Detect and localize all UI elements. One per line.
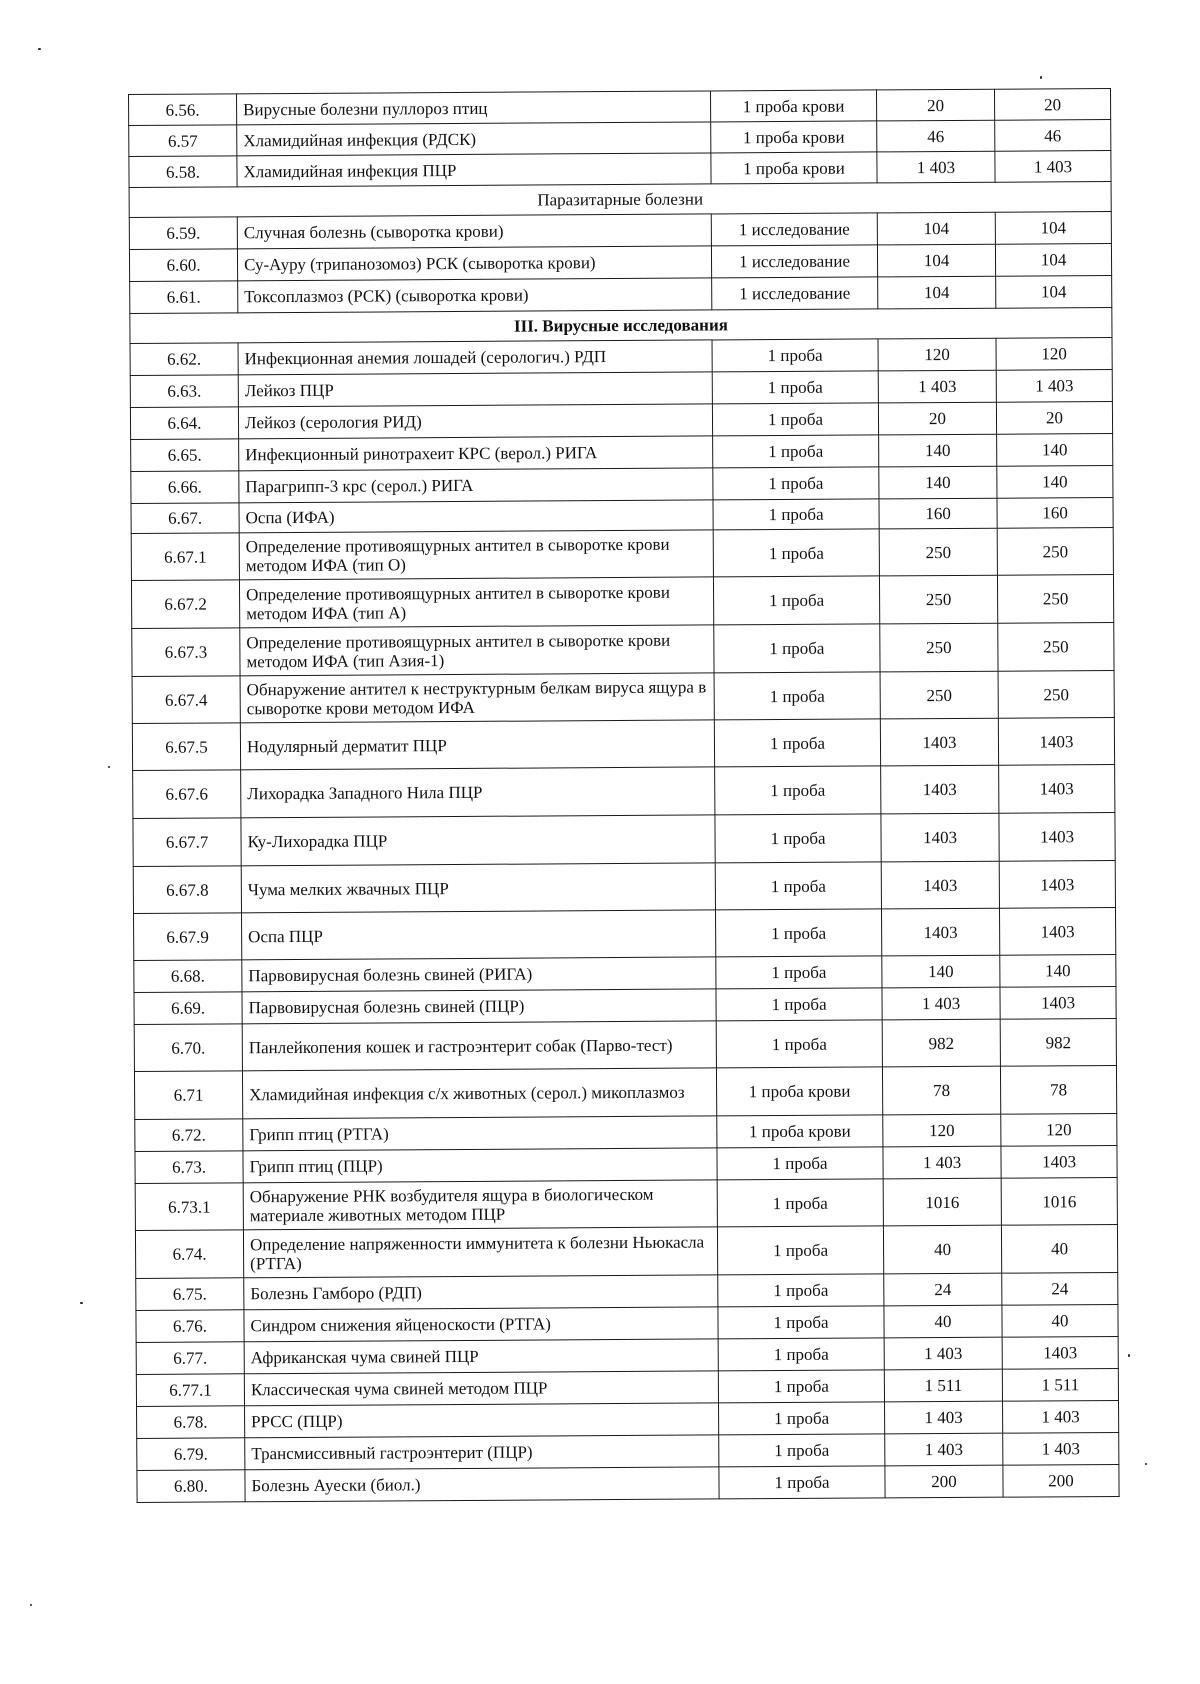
row-number: 6.73.1 <box>135 1183 243 1231</box>
row-price-1: 1 403 <box>884 1337 1002 1370</box>
row-number: 6.60. <box>129 249 237 282</box>
row-name: Инфекционный ринотрахеит КРС (верол.) РИГА <box>239 436 713 471</box>
row-unit: 1 проба крови <box>716 1067 882 1116</box>
row-number: 6.62. <box>130 343 238 376</box>
row-number: 6.67.3 <box>132 628 240 677</box>
scan-speck <box>38 48 41 50</box>
row-unit: 1 проба <box>712 403 878 436</box>
row-number: 6.66. <box>131 471 239 504</box>
row-number: 6.67.7 <box>133 818 241 867</box>
row-name: Хламидийная инфекция (РДСК) <box>237 122 711 156</box>
table-row <box>135 1224 1117 1278</box>
row-unit: 1 проба <box>716 956 882 989</box>
table-row <box>132 622 1114 676</box>
table-row <box>132 717 1114 770</box>
scan-speck <box>80 1302 83 1304</box>
row-name: Лихорадка Западного Нила ПЦР <box>241 767 715 818</box>
row-unit: 1 проба <box>718 1306 884 1339</box>
row-price-2: 1 403 <box>1003 1400 1119 1433</box>
row-unit: 1 проба <box>713 435 879 468</box>
row-price-2: 46 <box>995 119 1111 151</box>
row-name: Вирусные болезни пуллороз птиц <box>237 91 711 125</box>
row-name: Парвовирусная болезнь свиней (РИГА) <box>242 957 716 992</box>
row-price-2: 104 <box>995 243 1111 276</box>
row-name: Болезнь Гамборо (РДП) <box>244 1275 718 1310</box>
row-unit: 1 проба <box>719 1434 885 1467</box>
row-number: 6.80. <box>137 1470 245 1503</box>
row-name: Болезнь Ауески (биол.) <box>245 1467 719 1502</box>
row-name: Африканская чума свиней ПЦР <box>244 1339 718 1374</box>
row-price-1: 1 511 <box>884 1369 1002 1402</box>
row-unit: 1 проба <box>716 988 882 1021</box>
row-price-2: 20 <box>996 401 1112 434</box>
row-price-2: 200 <box>1003 1464 1119 1497</box>
row-price-1: 1403 <box>880 718 998 766</box>
row-name: Ку-Лихорадка ПЦР <box>241 815 715 866</box>
row-price-2: 1403 <box>1000 986 1116 1019</box>
row-price-2: 1 403 <box>995 150 1111 182</box>
row-name: Оспа (ИФА) <box>239 500 713 533</box>
row-name: Хламидийная инфекция ПЦР <box>237 153 711 187</box>
row-unit: 1 проба <box>718 1274 884 1307</box>
row-price-1: 40 <box>884 1305 1002 1338</box>
row-price-2: 1016 <box>1001 1177 1117 1225</box>
row-name: Синдром снижения яйценоскости (РТГА) <box>244 1307 718 1342</box>
row-name: Лейкоз ПЦР <box>238 372 712 407</box>
row-price-1: 78 <box>882 1066 1000 1115</box>
row-price-1: 140 <box>879 434 997 467</box>
row-price-1: 46 <box>877 120 995 152</box>
table-row <box>133 764 1115 818</box>
scan-speck <box>30 1604 32 1606</box>
row-unit: 1 проба <box>714 624 880 673</box>
row-price-2: 78 <box>1000 1065 1116 1114</box>
row-number: 6.63. <box>130 375 238 408</box>
row-price-1: 120 <box>883 1114 1001 1147</box>
row-price-2: 250 <box>997 574 1113 623</box>
row-price-1: 120 <box>878 338 996 371</box>
row-name: Случная болезнь (сыворотка крови) <box>237 214 711 249</box>
table-row <box>133 860 1115 913</box>
row-name: Оспа ПЦР <box>242 910 716 960</box>
row-unit: 1 проба <box>715 909 881 957</box>
row-price-1: 160 <box>879 498 997 529</box>
row-price-1: 1403 <box>881 861 999 909</box>
row-name: Трансмиссивный гастроэнтерит (ПЦР) <box>245 1435 719 1470</box>
row-name: Парагрипп-3 крс (серол.) РИГА <box>239 468 713 503</box>
row-number: 6.77. <box>136 1342 244 1375</box>
row-name: Обнаружение РНК возбудителя ящура в биологическом материале животных методом ПЦР <box>243 1180 717 1230</box>
row-price-1: 1403 <box>881 765 999 814</box>
row-name: Нодулярный дерматит ПЦР <box>240 720 714 770</box>
row-unit: 1 проба <box>717 1179 883 1227</box>
row-number: 6.67.9 <box>134 913 242 961</box>
row-price-2: 1403 <box>998 717 1114 765</box>
row-number: 6.75. <box>136 1278 244 1311</box>
row-price-2: 250 <box>997 527 1113 575</box>
row-price-1: 250 <box>880 671 998 719</box>
row-price-2: 20 <box>994 88 1110 120</box>
row-price-1: 140 <box>879 466 997 499</box>
row-number: 6.67.1 <box>131 533 239 581</box>
row-unit: 1 проба крови <box>711 121 877 153</box>
row-price-1: 1 403 <box>877 151 995 183</box>
row-unit: 1 проба <box>715 766 881 815</box>
row-price-2: 1403 <box>1001 1145 1117 1178</box>
row-price-2: 140 <box>1000 954 1116 987</box>
row-price-2: 1403 <box>999 764 1115 813</box>
row-unit: 1 проба <box>713 529 879 577</box>
row-price-1: 1 403 <box>885 1401 1003 1434</box>
row-unit: 1 проба <box>713 499 879 530</box>
row-price-2: 104 <box>995 211 1111 244</box>
row-name: Хламидийная инфекция с/х животных (серол.) микоплазмоз <box>242 1068 716 1119</box>
row-number: 6.67.8 <box>133 866 241 914</box>
row-name: Инфекционная анемия лошадей (серологич.) РДП <box>238 340 712 375</box>
row-price-1: 1403 <box>881 813 999 862</box>
table-row <box>137 1464 1119 1502</box>
row-name: Определение противоящурных антител в сыворотке крови методом ИФА (тип А) <box>239 577 713 628</box>
row-unit: 1 проба <box>715 862 881 910</box>
row-number: 6.78. <box>137 1406 245 1439</box>
row-price-2: 250 <box>998 670 1114 718</box>
table-row <box>131 574 1113 628</box>
scan-speck <box>1040 76 1042 79</box>
row-price-1: 140 <box>882 955 1000 988</box>
row-name: РРСС (ПЦР) <box>245 1403 719 1438</box>
row-price-1: 250 <box>880 623 998 672</box>
row-price-1: 40 <box>883 1225 1001 1274</box>
row-number: 6.65. <box>131 439 239 472</box>
row-name: Определение напряженности иммунитета к болезни Ньюкасла (РТГА) <box>243 1227 717 1278</box>
row-price-1: 20 <box>878 402 996 435</box>
row-unit: 1 проба <box>718 1370 884 1403</box>
row-number: 6.67.6 <box>133 770 241 819</box>
section-title: Паразитарные болезни <box>129 181 1111 217</box>
table-row <box>131 527 1113 580</box>
scan-speck <box>1128 1354 1130 1357</box>
row-price-1: 250 <box>879 575 997 624</box>
row-price-2: 160 <box>997 497 1113 528</box>
row-number: 6.67.4 <box>132 676 240 724</box>
row-unit: 1 проба <box>712 371 878 404</box>
row-unit: 1 проба <box>718 1338 884 1371</box>
row-price-2: 1403 <box>999 860 1115 908</box>
row-price-1: 1403 <box>881 908 999 956</box>
row-price-1: 250 <box>879 528 997 576</box>
row-price-2: 40 <box>1002 1304 1118 1337</box>
row-price-1: 104 <box>878 276 996 309</box>
row-name: Лейкоз (серология РИД) <box>238 404 712 439</box>
row-number: 6.67. <box>131 503 239 534</box>
table-row <box>135 1177 1117 1230</box>
row-number: 6.79. <box>137 1438 245 1471</box>
row-unit: 1 исследование <box>711 213 877 246</box>
table-row <box>134 1018 1116 1071</box>
row-name: Грипп птиц (ПЦР) <box>243 1148 717 1183</box>
row-name: Панлейкопения кошек и гастроэнтерит собак (Парво-тест) <box>242 1021 716 1071</box>
row-number: 6.72. <box>135 1119 243 1152</box>
row-price-2: 120 <box>1001 1113 1117 1146</box>
row-number: 6.56. <box>129 94 237 126</box>
row-unit: 1 проба <box>713 576 879 625</box>
row-price-2: 1403 <box>999 812 1115 861</box>
row-price-2: 24 <box>1002 1272 1118 1305</box>
row-price-1: 1 403 <box>878 370 996 403</box>
row-price-1: 1 403 <box>882 987 1000 1020</box>
section-title: III. Вирусные исследования <box>130 307 1112 343</box>
row-unit: 1 проба <box>714 672 880 720</box>
row-price-2: 1403 <box>1002 1336 1118 1369</box>
row-unit: 1 исследование <box>711 245 877 278</box>
row-number: 6.58. <box>129 156 237 188</box>
row-unit: 1 проба крови <box>711 152 877 184</box>
row-name: Определение противоящурных антител в сыворотке крови методом ИФА (тип О) <box>239 530 713 580</box>
row-price-2: 250 <box>998 622 1114 671</box>
row-price-1: 1 403 <box>885 1433 1003 1466</box>
table-row <box>132 670 1114 723</box>
row-unit: 1 проба <box>717 1147 883 1180</box>
row-price-1: 1 403 <box>883 1146 1001 1179</box>
row-name: Су-Ауру (трипанозомоз) РСК (сыворотка крови) <box>237 246 711 281</box>
row-price-2: 1 403 <box>996 369 1112 402</box>
row-name: Парвовирусная болезнь свиней (ПЦР) <box>242 989 716 1024</box>
row-number: 6.70. <box>134 1024 242 1072</box>
row-name: Определение противоящурных антител в сыворотке крови методом ИФА (тип Азия-1) <box>240 625 714 676</box>
row-price-2: 1 511 <box>1002 1368 1118 1401</box>
row-number: 6.73. <box>135 1151 243 1184</box>
price-table-body <box>129 88 1120 1502</box>
row-price-2: 1403 <box>999 907 1115 955</box>
row-number: 6.64. <box>130 407 238 440</box>
row-number: 6.74. <box>135 1230 243 1279</box>
row-unit: 1 проба <box>716 1020 882 1068</box>
row-name: Грипп птиц (РТГА) <box>243 1116 717 1151</box>
scan-speck <box>108 766 110 768</box>
row-number: 6.67.2 <box>131 580 239 629</box>
row-price-2: 982 <box>1000 1018 1116 1066</box>
row-number: 6.67.5 <box>132 723 240 771</box>
row-unit: 1 проба <box>712 339 878 372</box>
row-unit: 1 проба <box>715 814 881 863</box>
row-number: 6.61. <box>130 281 238 314</box>
row-price-1: 200 <box>885 1465 1003 1498</box>
row-number: 6.77.1 <box>136 1374 244 1407</box>
table-row <box>134 907 1116 960</box>
row-number: 6.71 <box>134 1071 242 1120</box>
row-unit: 1 проба крови <box>717 1115 883 1148</box>
row-name: Чума мелких жвачных ПЦР <box>241 863 715 913</box>
row-number: 6.76. <box>136 1310 244 1343</box>
row-price-1: 24 <box>884 1273 1002 1306</box>
row-number: 6.59. <box>129 217 237 250</box>
row-unit: 1 проба <box>714 719 880 767</box>
row-price-2: 140 <box>997 433 1113 466</box>
row-unit: 1 проба крови <box>710 90 876 122</box>
row-price-2: 40 <box>1001 1224 1117 1273</box>
row-price-2: 140 <box>997 465 1113 498</box>
row-price-1: 104 <box>877 244 995 277</box>
row-unit: 1 исследование <box>712 277 878 310</box>
row-number: 6.69. <box>134 992 242 1025</box>
row-price-2: 120 <box>996 337 1112 370</box>
row-price-1: 1016 <box>883 1178 1001 1226</box>
row-unit: 1 проба <box>719 1402 885 1435</box>
row-name: Токсоплазмоз (РСК) (сыворотка крови) <box>238 278 712 313</box>
row-price-1: 20 <box>876 89 994 121</box>
row-name: Классическая чума свиней методом ПЦР <box>244 1371 718 1406</box>
row-price-2: 104 <box>996 275 1112 308</box>
row-price-1: 982 <box>882 1019 1000 1067</box>
scan-speck <box>1145 1463 1147 1465</box>
row-price-1: 104 <box>877 212 995 245</box>
row-unit: 1 проба <box>717 1226 883 1275</box>
row-number: 6.68. <box>134 960 242 993</box>
price-table <box>128 88 1120 1503</box>
row-unit: 1 проба <box>719 1466 885 1499</box>
table-row <box>133 812 1115 866</box>
row-unit: 1 проба <box>713 467 879 500</box>
table-row <box>134 1065 1116 1119</box>
row-name: Обнаружение антител к неструктурным белкам вируса ящура в сыворотке крови методом ИФА <box>240 673 714 723</box>
row-price-2: 1 403 <box>1003 1432 1119 1465</box>
row-number: 6.57 <box>129 125 237 157</box>
